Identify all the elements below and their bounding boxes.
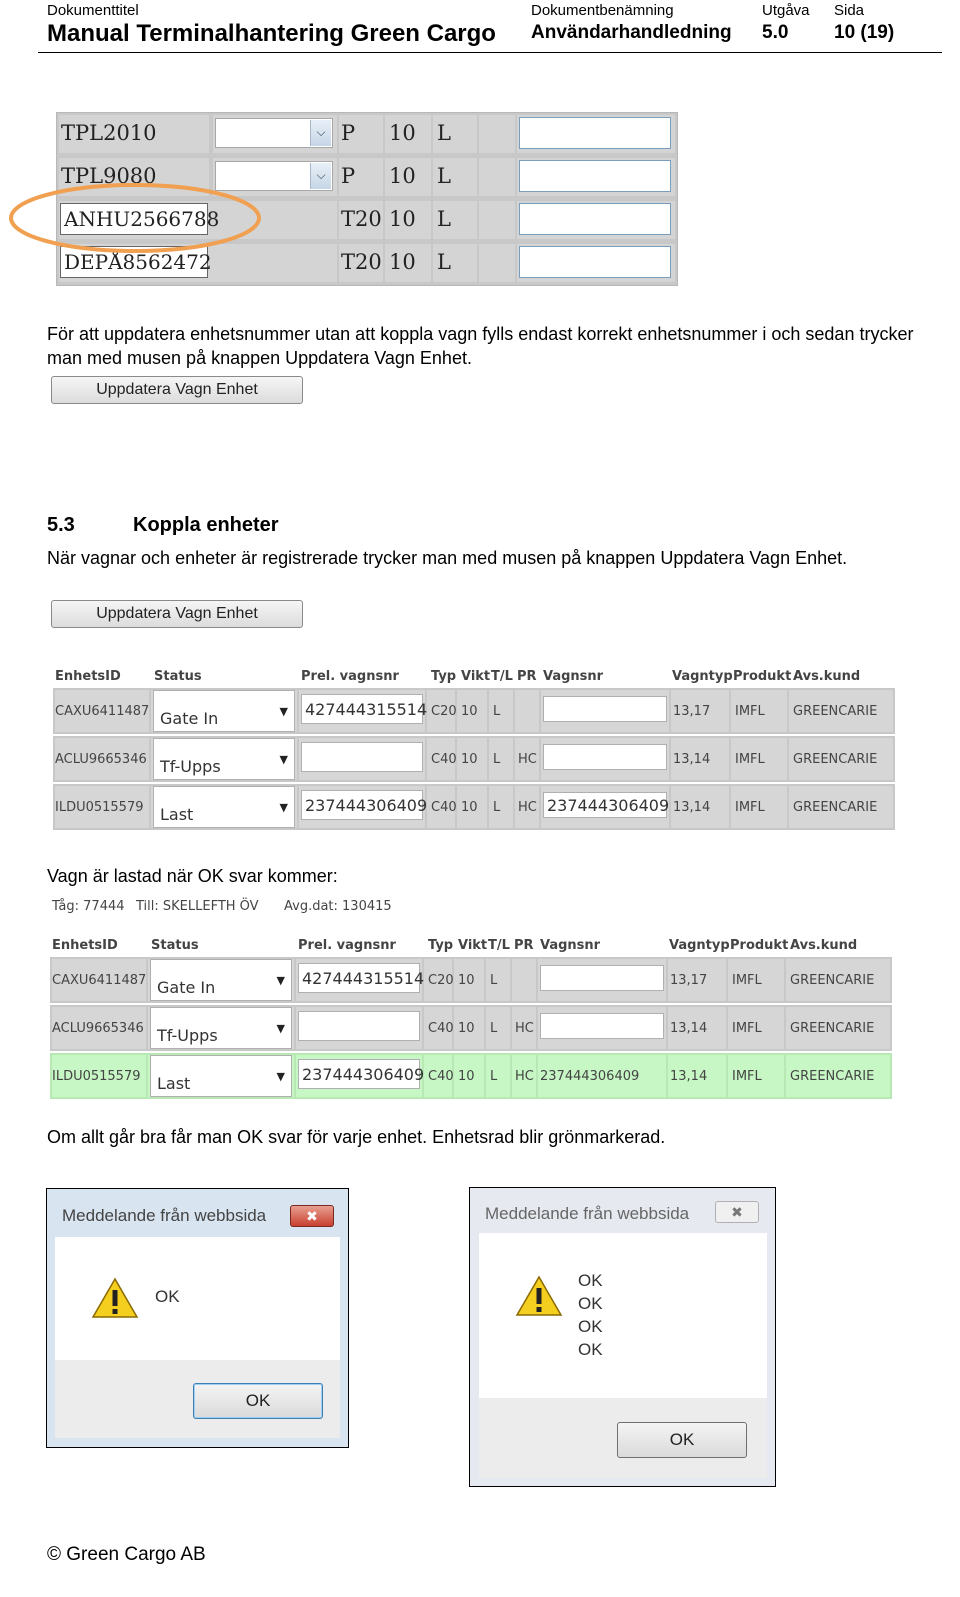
update-wagon-unit-button[interactable]: Uppdatera Vagn Enhet xyxy=(51,600,303,628)
weight: 10 xyxy=(458,973,475,988)
load-flag: L xyxy=(437,164,451,188)
dropdown-arrow-icon: ▼ xyxy=(279,705,288,718)
chevron-down-icon: ⌵ xyxy=(310,163,331,189)
wagon-number-input[interactable] xyxy=(540,965,664,991)
unit-id-input[interactable]: DEPÅ8562472 xyxy=(60,246,208,278)
col-header: EnhetsID xyxy=(55,669,121,684)
weight: 10 xyxy=(389,164,416,188)
warning-icon xyxy=(515,1275,563,1317)
wagon-type: 13,17 xyxy=(673,704,711,719)
edition-label: Utgåva xyxy=(762,2,810,19)
dialog-message: OK xyxy=(578,1340,603,1359)
customer: GREENCARIE xyxy=(790,973,875,988)
ok-button[interactable]: OK xyxy=(193,1383,323,1419)
page-number: 10 (19) xyxy=(834,22,895,43)
status-select[interactable]: Last ▼ xyxy=(150,1055,292,1097)
product: IMFL xyxy=(735,752,765,767)
doc-title: Manual Terminalhantering Green Cargo xyxy=(47,20,496,47)
dialog-message: OK xyxy=(578,1317,603,1336)
wagon-number-input[interactable] xyxy=(519,117,671,149)
product: IMFL xyxy=(732,1069,762,1084)
doc-title-label: Dokumenttitel xyxy=(47,2,139,19)
type-code: C40 xyxy=(428,1021,454,1036)
customer: GREENCARIE xyxy=(790,1021,875,1036)
col-header: Typ xyxy=(431,669,457,684)
col-header: Prel. vagnsnr xyxy=(301,669,399,684)
col-header: PR xyxy=(517,669,537,684)
message-dialog-multiple xyxy=(469,1187,776,1487)
dialog-message: OK xyxy=(155,1287,180,1306)
wagon-type: 13,17 xyxy=(670,973,708,988)
wagon-number-input[interactable] xyxy=(540,1013,664,1039)
dialog-body xyxy=(479,1233,767,1398)
unit-id-input[interactable]: ANHU2566788 xyxy=(60,203,208,235)
unit-id: CAXU6411487 xyxy=(55,704,150,719)
wagon-id: TPL9080 xyxy=(61,164,157,188)
load-flag: L xyxy=(490,973,498,988)
doc-name-label: Dokumentbenämning xyxy=(531,2,674,19)
dialog-message: OK xyxy=(578,1294,603,1313)
status-select[interactable]: Gate In ▼ xyxy=(150,959,292,1001)
col-header: Prel. vagnsnr xyxy=(298,938,396,953)
wagon-number-input[interactable] xyxy=(519,160,671,192)
type-code: T20 xyxy=(341,250,382,274)
col-header: T/L xyxy=(491,669,513,684)
col-header: Status xyxy=(154,669,202,684)
col-header: Vikt xyxy=(461,669,491,684)
table-row xyxy=(50,1005,892,1051)
load-flag: L xyxy=(437,121,451,145)
table-row xyxy=(50,957,892,1003)
wagon-number-input[interactable] xyxy=(543,696,667,722)
weight: 10 xyxy=(461,752,478,767)
load-flag: L xyxy=(493,800,501,815)
col-header: Vagntyp xyxy=(669,938,730,953)
highlight-circle xyxy=(4,180,266,260)
copyright-footer: © Green Cargo AB xyxy=(47,1544,206,1565)
unit-id: ACLU9665346 xyxy=(52,1021,144,1036)
load-flag: L xyxy=(437,250,451,274)
instruction-text-update-unit: För att uppdatera enhetsnummer utan att koppla vagn fylls endast korrekt enhetsnummer i och sedan trycker man med musen på knappen Uppdatera Vagn Enhet. xyxy=(47,324,914,368)
edition: 5.0 xyxy=(762,22,789,43)
dialog-message: OK xyxy=(578,1271,603,1290)
type-code: P xyxy=(341,164,356,188)
status-select[interactable]: Gate In ▼ xyxy=(153,690,295,732)
dialog-title: Meddelande från webbsida xyxy=(62,1206,267,1225)
header-rule xyxy=(38,52,942,53)
prel-wagon-input[interactable] xyxy=(298,1011,420,1041)
ok-button[interactable]: OK xyxy=(617,1422,747,1458)
close-icon: ✖ xyxy=(731,1204,743,1220)
col-header: Avs.kund xyxy=(790,938,858,953)
product: IMFL xyxy=(735,800,765,815)
col-header: Typ xyxy=(428,938,454,953)
wagon-number-input[interactable] xyxy=(519,203,671,235)
table-row xyxy=(53,784,895,830)
dialog-title: Meddelande från webbsida xyxy=(485,1204,690,1223)
wagon-number: 237444306409 xyxy=(540,1069,640,1084)
load-flag: L xyxy=(493,752,501,767)
pr-code: HC xyxy=(515,1021,534,1036)
table-row-highlighted xyxy=(50,1053,892,1099)
col-header: Produkt xyxy=(733,669,792,684)
dialog-body xyxy=(55,1237,340,1360)
col-header: Vagnsnr xyxy=(540,938,601,953)
chevron-down-icon: ⌵ xyxy=(310,120,331,146)
doc-name: Användarhandledning xyxy=(531,22,732,43)
dropdown-arrow-icon: ▼ xyxy=(276,1070,285,1083)
customer: GREENCARIE xyxy=(790,1069,875,1084)
customer: GREENCARIE xyxy=(793,752,878,767)
status-select[interactable]: Last ▼ xyxy=(153,786,295,828)
wagon-number-input[interactable]: 237444306409 xyxy=(543,792,667,818)
unit-id: CAXU6411487 xyxy=(52,973,147,988)
units-table-after xyxy=(50,935,892,1101)
wagon-type: 13,14 xyxy=(673,752,711,767)
wagon-type: 13,14 xyxy=(670,1069,708,1084)
col-header: Avs.kund xyxy=(793,669,861,684)
weight: 10 xyxy=(458,1069,475,1084)
close-button[interactable] xyxy=(715,1201,759,1223)
wagon-type-dropdown[interactable] xyxy=(215,118,333,148)
loaded-confirmation-text: Vagn är lastad när OK svar kommer: xyxy=(47,866,338,886)
type-code: T20 xyxy=(341,207,382,231)
dialog-footer xyxy=(55,1360,340,1438)
prel-wagon-input[interactable]: 427444315514 xyxy=(301,694,423,724)
grid-row xyxy=(57,113,677,155)
weight: 10 xyxy=(458,1021,475,1036)
dropdown-arrow-icon: ▼ xyxy=(276,1022,285,1035)
weight: 10 xyxy=(461,704,478,719)
type-code: P xyxy=(341,121,356,145)
product: IMFL xyxy=(732,1021,762,1036)
status-select[interactable]: Tf-Upps ▼ xyxy=(153,738,295,780)
customer: GREENCARIE xyxy=(793,800,878,815)
prel-wagon-input[interactable]: 237444306409 xyxy=(301,790,423,820)
dialog-titlebar xyxy=(470,1188,775,1236)
close-icon: ✖ xyxy=(306,1208,318,1224)
col-header: Vikt xyxy=(458,938,488,953)
wagon-type: 13,14 xyxy=(670,1021,708,1036)
pr-code: HC xyxy=(518,800,537,815)
dialog-footer xyxy=(479,1398,767,1478)
dropdown-arrow-icon: ▼ xyxy=(276,974,285,987)
dropdown-arrow-icon: ▼ xyxy=(279,753,288,766)
col-header: Vagnsnr xyxy=(543,669,604,684)
col-header: Produkt xyxy=(730,938,789,953)
section-number: 5.3 xyxy=(47,514,75,536)
load-flag: L xyxy=(493,704,501,719)
train-number: Tåg: 77444 xyxy=(52,899,125,914)
train-destination: Till: SKELLEFTH ÖV xyxy=(136,899,259,914)
col-header: Vagntyp xyxy=(672,669,733,684)
load-flag: L xyxy=(437,207,451,231)
pr-code: HC xyxy=(518,752,537,767)
type-code: C40 xyxy=(428,1069,454,1084)
status-select[interactable]: Tf-Upps ▼ xyxy=(150,1007,292,1049)
product: IMFL xyxy=(732,973,762,988)
dropdown-arrow-icon: ▼ xyxy=(279,801,288,814)
units-table-before xyxy=(53,666,895,832)
wagon-number-input[interactable] xyxy=(543,744,667,770)
warning-icon xyxy=(91,1277,139,1319)
unit-id: ILDU0515579 xyxy=(52,1069,141,1084)
prel-wagon-input[interactable]: 237444306409 xyxy=(298,1059,420,1089)
wagon-number-input[interactable] xyxy=(519,246,671,278)
type-code: C20 xyxy=(428,973,454,988)
wagon-type: 13,14 xyxy=(673,800,711,815)
type-code: C40 xyxy=(431,752,457,767)
prel-wagon-input[interactable]: 427444315514 xyxy=(298,963,420,993)
departure-date: Avg.dat: 130415 xyxy=(284,899,392,914)
weight: 10 xyxy=(389,207,416,231)
pr-code: HC xyxy=(515,1069,534,1084)
prel-wagon-input[interactable] xyxy=(301,742,423,772)
product: IMFL xyxy=(735,704,765,719)
update-wagon-unit-button[interactable]: Uppdatera Vagn Enhet xyxy=(51,376,303,404)
dialog-titlebar xyxy=(47,1189,348,1237)
ok-response-text: Om allt går bra får man OK svar för varje enhet. Enhetsrad blir grönmarkerad. xyxy=(47,1127,666,1147)
load-flag: L xyxy=(490,1069,498,1084)
col-header: PR xyxy=(514,938,534,953)
close-button[interactable] xyxy=(290,1205,334,1227)
instruction-text-couple-units: När vagnar och enheter är registrerade trycker man med musen på knappen Uppdatera Vagn Enhet. xyxy=(47,548,848,568)
load-flag: L xyxy=(490,1021,498,1036)
message-dialog-single xyxy=(46,1188,349,1448)
type-code: C20 xyxy=(431,704,457,719)
table-row xyxy=(53,736,895,782)
type-code: C40 xyxy=(431,800,457,815)
section-title: Koppla enheter xyxy=(133,514,279,536)
wagon-id: TPL2010 xyxy=(61,121,157,145)
weight: 10 xyxy=(389,121,416,145)
weight: 10 xyxy=(461,800,478,815)
page-label: Sida xyxy=(834,2,865,19)
col-header: EnhetsID xyxy=(52,938,118,953)
col-header: T/L xyxy=(488,938,510,953)
unit-id: ILDU0515579 xyxy=(55,800,144,815)
col-header: Status xyxy=(151,938,199,953)
weight: 10 xyxy=(389,250,416,274)
unit-id: ACLU9665346 xyxy=(55,752,147,767)
table-row xyxy=(53,688,895,734)
customer: GREENCARIE xyxy=(793,704,878,719)
